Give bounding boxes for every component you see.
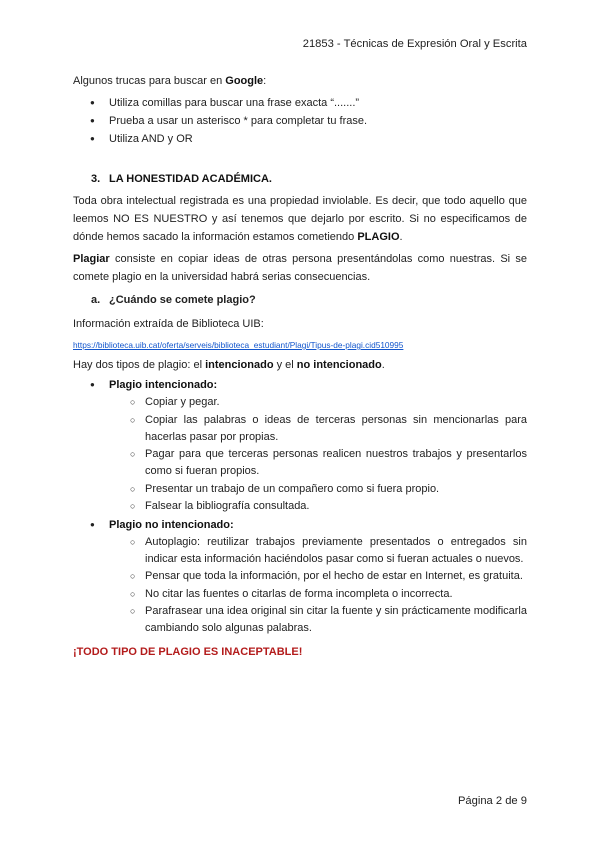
list-item: ○ Copiar y pegar. bbox=[109, 394, 527, 411]
list-item: ○ Parafrasear una idea original sin citar la fuente y sin prácticamente modificarla cambiando solo algunas palabras. bbox=[109, 603, 527, 637]
list-item: ○ Autoplagio: reutilizar trabajos previamente presentados o entregados sin indicar esta información haciéndolos pasar como si fueran actuales o nuevos. bbox=[109, 534, 527, 568]
google-tips-list bbox=[73, 94, 527, 148]
source-link[interactable]: https://biblioteca.uib.cat/oferta/serveis/biblioteca_estudiant/Plagi/Tipus-de-plagi.cid510995 bbox=[73, 340, 404, 350]
paragraph: Plagiar consiste en copiar ideas de otras persona presentándolas como nuestras. Si se comete plagio en la universidad habrá serias consecuencias. bbox=[73, 253, 527, 283]
plagio-types-list bbox=[73, 376, 527, 637]
list-item: ○ No citar las fuentes o citarlas de forma incompleta o incorrecta. bbox=[109, 586, 527, 603]
list-item: ● Prueba a usar un asterisco * para completar tu frase. bbox=[73, 112, 527, 130]
list-item: ● Utiliza comillas para buscar una frase exacta “.......” bbox=[73, 94, 527, 112]
page-number: Página 2 de 9 bbox=[457, 795, 527, 807]
list-item: ○ Presentar un trabajo de un compañero como si fuera propio. bbox=[109, 481, 527, 498]
page-header: 21853 - Técnicas de Expresión Oral y Escrita bbox=[302, 38, 527, 50]
subsection-heading: a. ¿Cuándo se comete plagio? bbox=[91, 294, 256, 306]
list-item: ○ Falsear la bibliografía consultada. bbox=[109, 498, 527, 515]
list-item: ○ Copiar las palabras o ideas de terceras personas sin mencionarlas para hacerlas pasar por propias. bbox=[109, 412, 527, 446]
list-item: ○ Pagar para que terceras personas realicen nuestros trabajos y presentarlos como si fueran propios. bbox=[109, 446, 527, 480]
list-item bbox=[73, 516, 527, 638]
section-heading: 3. LA HONESTIDAD ACADÉMICA. bbox=[91, 173, 272, 185]
plagio-no-intencionado-list bbox=[109, 534, 527, 638]
source-label: Información extraída de Biblioteca UIB: bbox=[73, 318, 264, 330]
plagio-intencionado-list bbox=[109, 394, 527, 515]
page-content bbox=[73, 72, 527, 661]
google-intro: Algunos trucas para buscar en Google: bbox=[73, 75, 267, 87]
list-item: ○ Pensar que toda la información, por el hecho de estar en Internet, es gratuita. bbox=[109, 568, 527, 585]
plagio-types-intro: Hay dos tipos de plagio: el intencionado y el no intencionado. bbox=[73, 359, 385, 371]
plagio-no-intencionado-title: Plagio no intencionado: bbox=[109, 518, 234, 531]
paragraph: Toda obra intelectual registrada es una propiedad inviolable. Es decir, que todo aquello que leemos NO ES NUESTRO y así tenemos que dejarlo por escrito. Si no especificamos de dónde hemos sacado la información estamos cometiendo PLAGIO. bbox=[73, 195, 527, 243]
plagio-intencionado-title: Plagio intencionado: bbox=[109, 379, 218, 391]
list-item bbox=[73, 376, 527, 515]
list-item: ● Utiliza AND y OR bbox=[73, 130, 527, 148]
warning-text: ¡TODO TIPO DE PLAGIO ES INACEPTABLE! bbox=[73, 646, 303, 658]
